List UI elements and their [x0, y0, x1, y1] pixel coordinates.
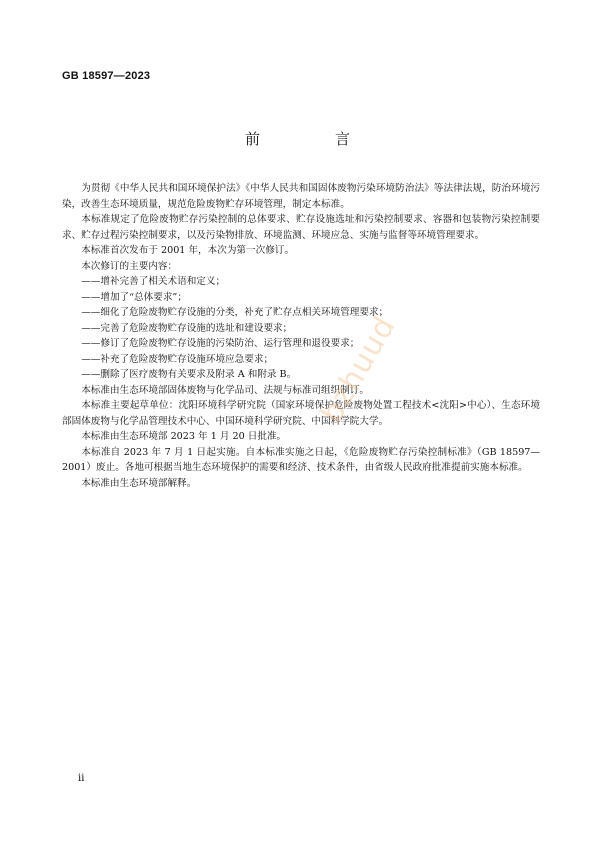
standard-number: GB 18597—2023 [62, 70, 151, 82]
revision-item: ——完善了危险废物贮存设施的选址和建设要求； [81, 322, 293, 334]
revision-item: ——删除了医疗废物有关要求及附录 A 和附录 B。 [81, 369, 297, 380]
revision-item: ——增补完善了相关术语和定义； [81, 276, 226, 287]
foreword-body [62, 181, 540, 491]
paragraph: 本标准由生态环境部解释。 [81, 477, 197, 489]
paragraph: 本标准首次发布于 2001 年，本次为第一次修订。 [81, 245, 294, 256]
paragraph: 为贯彻《中华人民共和国环境保护法》《中华人民共和国固体废物污染环境防治法》等法律法规，防治环境污染，改善生态环境质量，规范危险废物贮存环境管理，制定本标准。 [62, 183, 540, 210]
watermark: bzhuud [314, 310, 403, 429]
revision-item: ——修订了危险废物贮存设施的污染防治、运行管理和退役要求； [81, 338, 360, 349]
paragraph: 本标准主要起草单位：沈阳环境科学研究院（国家环境保护危险废物处置工程技术<沈阳>中心）、生态环境部固体废物与化学品管理技术中心、中国环境科学研究院、中国科学院大学。 [62, 400, 540, 427]
revision-item: ——细化了危险废物贮存设施的分类，补充了贮存点相关环境管理要求； [81, 307, 389, 318]
paragraph: 本次修订的主要内容： [81, 260, 178, 272]
paragraph: 本标准规定了危险废物贮存污染控制的总体要求、贮存设施选址和污染控制要求、容器和包装物污染控制要求、贮存过程污染控制要求，以及污染物排放、环境监测、环境应急、实施与监督等环境管理要求。 [62, 214, 540, 241]
page-number: ii [78, 773, 85, 784]
revision-item: ——增加了“总体要求”； [81, 291, 187, 303]
paragraph: 本标准自 2023 年 7 月 1 日起实施。自本标准实施之日起，《危险废物贮存污染控制标准》（GB 18597—2001）废止。各地可根据当地生态环境保护的需要和经济、技术条件，由省级人民政府批准提前实施本标准。 [62, 446, 540, 473]
paragraph: 本标准由生态环境部固体废物与化学品司、法规与标准司组织制订。 [81, 384, 369, 396]
page-title: 前 言 [244, 130, 380, 148]
paragraph: 本标准由生态环境部 2023 年 1 月 20 日批准。 [81, 431, 287, 442]
revision-item: ——补充了危险废物贮存设施环境应急要求； [81, 353, 274, 365]
